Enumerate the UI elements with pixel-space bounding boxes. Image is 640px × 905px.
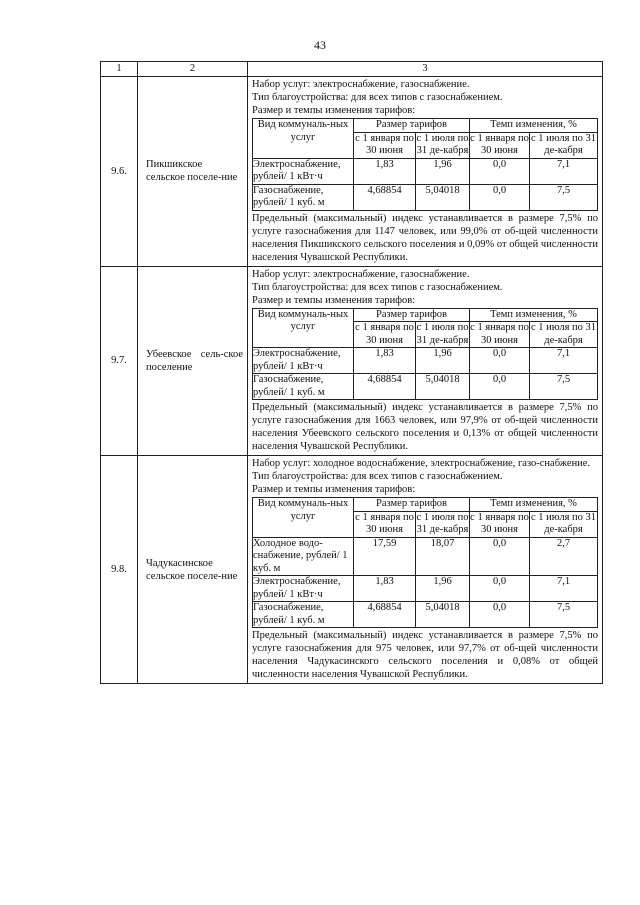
tariff-jan-jun: 4,68854	[354, 374, 416, 400]
tariff-table	[100, 61, 603, 684]
header-col-3: 3	[248, 62, 603, 77]
tariff-subtable	[252, 118, 598, 211]
header-col-1: 1	[101, 62, 138, 77]
period-p4: с 1 июля по 31 де-кабря	[530, 511, 597, 535]
tariff-jul-dec: 18,07	[416, 537, 470, 576]
row-content	[248, 266, 603, 456]
tariffs-title: Размер и темпы изменения тарифов:	[252, 294, 416, 306]
rate-jul-dec: 7,5	[530, 374, 598, 400]
period-p2: с 1 июля по 31 де-кабря	[416, 132, 469, 156]
tariff-row	[253, 184, 598, 210]
tariff-jan-jun: 1,83	[354, 576, 416, 602]
tariff-jan-jun: 4,68854	[354, 184, 416, 210]
rate-change-header: Темп изменения, %	[470, 119, 598, 133]
amenity-line: Тип благоустройства: для всех типов с газоснабжением.	[252, 92, 503, 103]
rate-change-header: Темп изменения, %	[470, 308, 598, 322]
service-label: Холодное водо-снабжение, рублей/ 1 куб. м	[253, 537, 354, 576]
subtable-header-row	[253, 119, 598, 133]
rate-jul-dec: 2,7	[530, 537, 598, 576]
service-label: Газоснабжение, рублей/ 1 куб. м	[253, 184, 354, 210]
tariffs-title: Размер и темпы изменения тарифов:	[252, 484, 416, 495]
tariff-row	[253, 158, 598, 184]
tariff-size-header: Размер тарифов	[354, 498, 470, 512]
rate-jan-jun: 0,0	[470, 348, 530, 374]
service-label: Электроснабжение, рублей/ 1 кВт·ч	[253, 576, 354, 602]
subtable-header-row	[253, 498, 598, 512]
period-p1: с 1 января по 30 июня	[355, 322, 414, 346]
tariff-row	[253, 374, 598, 400]
table-body	[101, 77, 603, 684]
rate-jul-dec: 7,5	[530, 602, 598, 628]
service-label: Электроснабжение, рублей/ 1 кВт·ч	[253, 348, 354, 374]
settlement-name: Пикшикское сельское поселе-ние	[138, 77, 248, 267]
tariff-size-header: Размер тарифов	[354, 308, 470, 322]
tariff-jul-dec: 1,96	[416, 158, 470, 184]
service-kind-header: Вид коммуналь-ных услуг	[253, 498, 354, 538]
services-line: Набор услуг: электроснабжение, газоснабжение.	[252, 79, 470, 90]
row-content	[248, 77, 603, 267]
services-line: Набор услуг: электроснабжение, газоснабжение.	[252, 268, 470, 280]
service-label: Газоснабжение, рублей/ 1 куб. м	[253, 374, 354, 400]
row-number: 9.8.	[101, 456, 138, 684]
period-p4: с 1 июля по 31 де-кабря	[530, 322, 597, 346]
rate-jul-dec: 7,1	[530, 348, 598, 374]
subtable-header-row	[253, 308, 598, 322]
tariff-subtable	[252, 308, 598, 401]
tariff-size-header: Размер тарифов	[354, 119, 470, 133]
tariff-row	[253, 537, 598, 576]
services-line: Набор услуг: холодное водоснабжение, электроснабжение, газо-снабжение.	[252, 458, 591, 469]
amenity-line: Тип благоустройства: для всех типов с газоснабжением.	[252, 281, 503, 293]
tariff-row	[253, 602, 598, 628]
service-kind-header: Вид коммуналь-ных услуг	[253, 308, 354, 348]
tariff-jan-jun: 4,68854	[354, 602, 416, 628]
rate-jul-dec: 7,1	[530, 158, 598, 184]
rate-jan-jun: 0,0	[470, 158, 530, 184]
settlement-name: Убеевское сель-ское поселение	[138, 266, 248, 456]
service-kind-header: Вид коммуналь-ных услуг	[253, 119, 354, 159]
period-p2: с 1 июля по 31 де-кабря	[416, 511, 469, 535]
tariff-jan-jun: 17,59	[354, 537, 416, 576]
tariff-jul-dec: 5,04018	[416, 184, 470, 210]
period-p3: с 1 января по 30 июня	[470, 132, 529, 156]
tariff-jan-jun: 1,83	[354, 348, 416, 374]
period-p3: с 1 января по 30 июня	[470, 511, 529, 535]
amenity-line: Тип благоустройства: для всех типов с газоснабжением.	[252, 471, 503, 482]
tariff-row	[253, 576, 598, 602]
rate-jan-jun: 0,0	[470, 602, 530, 628]
period-p3: с 1 января по 30 июня	[470, 322, 529, 346]
index-note: Предельный (максимальный) индекс устанавливается в размере 7,5% по услуге газоснабжения для 975 человек, или 97,7% от об-щей численности населения Чадукасинского сельского поселения и 0,08% от общей численности населения Чувашской Республики.	[252, 630, 598, 680]
table-row	[101, 266, 603, 456]
settlement-name: Чадукасинское сельское поселе-ние	[138, 456, 248, 684]
index-note: Предельный (максимальный) индекс устанавливается в размере 7,5% по услуге газоснабжения для 1147 человек, или 99,0% от об-щей численности населения Пикшикского сельского поселения и 0,09% от общей численности населения Чувашской Республики.	[252, 212, 598, 263]
table-header-row	[101, 62, 603, 77]
rate-jan-jun: 0,0	[470, 184, 530, 210]
rate-jan-jun: 0,0	[470, 537, 530, 576]
tariff-jan-jun: 1,83	[354, 158, 416, 184]
period-p4: с 1 июля по 31 де-кабря	[530, 132, 597, 156]
period-p2: с 1 июля по 31 де-кабря	[416, 322, 469, 346]
row-number: 9.6.	[101, 77, 138, 267]
rate-change-header: Темп изменения, %	[470, 498, 598, 512]
table-row	[101, 456, 603, 684]
tariff-subtable	[252, 497, 598, 628]
tariff-jul-dec: 1,96	[416, 348, 470, 374]
index-note: Предельный (максимальный) индекс устанавливается в размере 7,5% по услуге газоснабжения для 1663 человек, или 97,9% от об-щей численности населения Убеевского сельского поселения и 0,13% от общей численности населения Чувашской Республики.	[252, 402, 598, 452]
table-row	[101, 77, 603, 267]
rate-jul-dec: 7,1	[530, 576, 598, 602]
period-p1: с 1 января по 30 июня	[355, 511, 414, 535]
tariff-jul-dec: 5,04018	[416, 374, 470, 400]
service-label: Газоснабжение, рублей/ 1 куб. м	[253, 602, 354, 628]
period-p1: с 1 января по 30 июня	[355, 132, 414, 156]
rate-jul-dec: 7,5	[530, 184, 598, 210]
row-number: 9.7.	[101, 266, 138, 456]
service-label: Электроснабжение, рублей/ 1 кВт·ч	[253, 158, 354, 184]
tariff-row	[253, 348, 598, 374]
rate-jan-jun: 0,0	[470, 576, 530, 602]
tariff-jul-dec: 1,96	[416, 576, 470, 602]
header-col-2: 2	[138, 62, 248, 77]
tariffs-title: Размер и темпы изменения тарифов:	[252, 105, 416, 116]
page-number: 43	[314, 38, 326, 52]
row-content	[248, 456, 603, 684]
rate-jan-jun: 0,0	[470, 374, 530, 400]
tariff-jul-dec: 5,04018	[416, 602, 470, 628]
